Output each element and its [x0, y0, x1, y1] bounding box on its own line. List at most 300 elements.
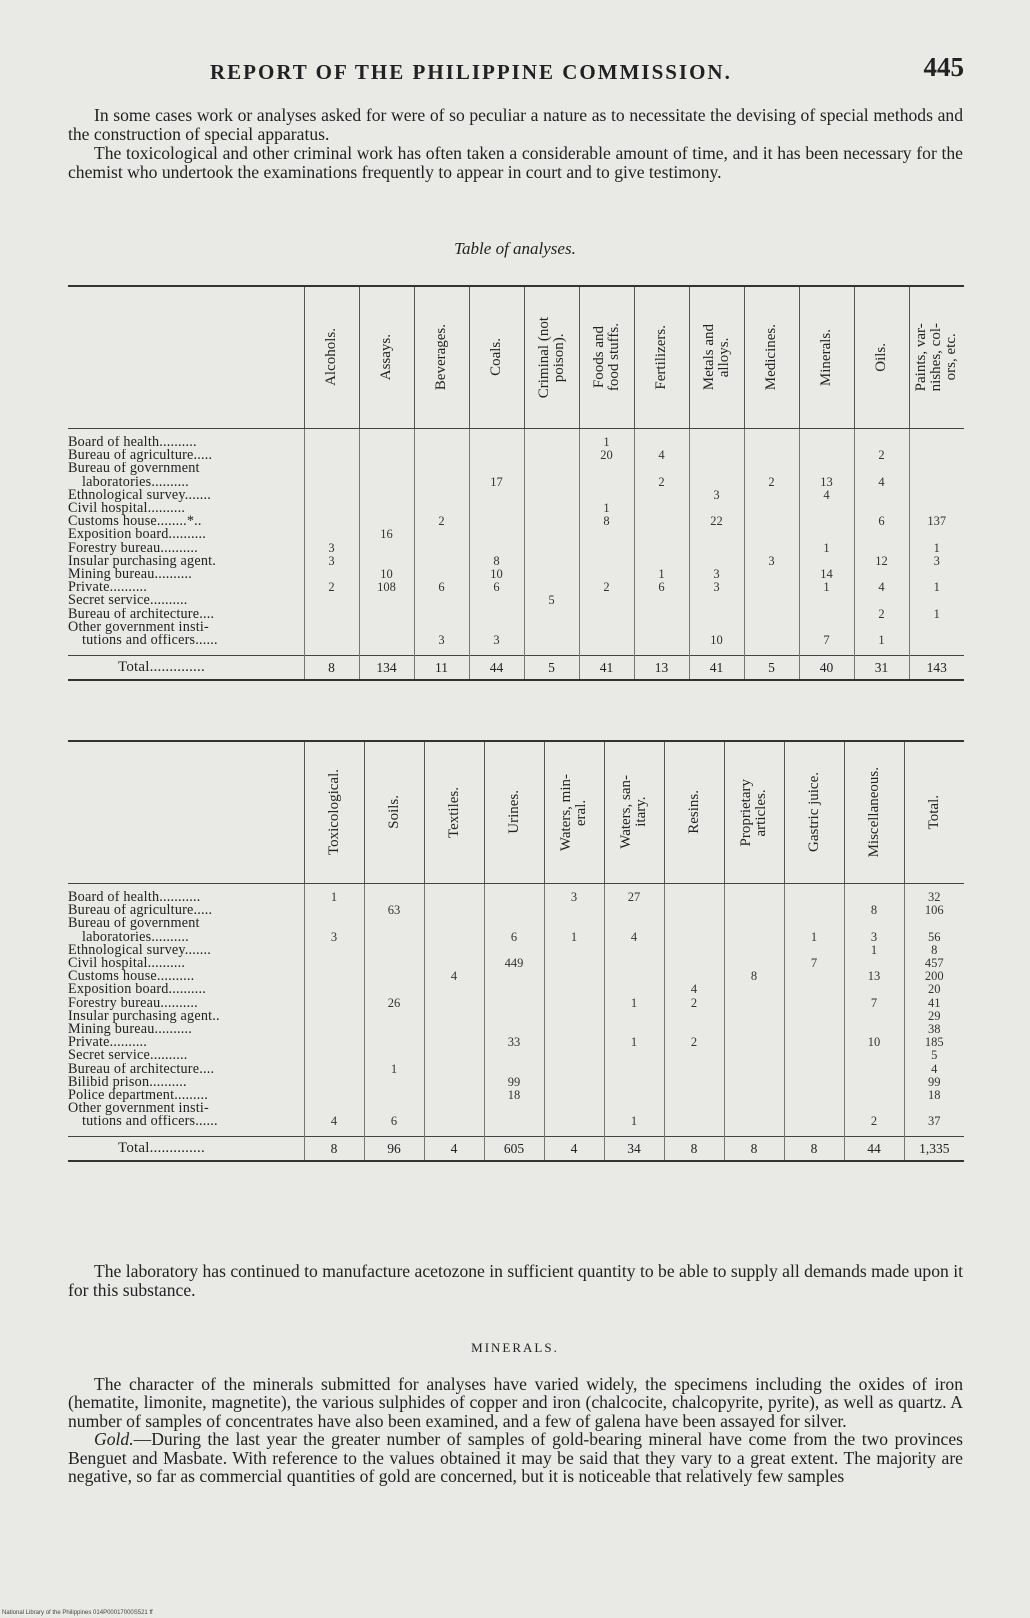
table-cell [689, 436, 744, 449]
table-cell [634, 515, 689, 528]
total-label: Total.............. [68, 1137, 304, 1162]
table-cell [364, 891, 424, 904]
row-label: Secret service.......... [68, 594, 188, 608]
table-cell [664, 1010, 724, 1023]
total-cell: 5 [744, 655, 799, 680]
column-header [844, 741, 904, 883]
table-cell [744, 621, 799, 634]
table-cell [304, 621, 359, 634]
table-cell [304, 1102, 364, 1115]
table-cell [664, 944, 724, 957]
table-cell [484, 1115, 544, 1128]
table-cell [469, 528, 524, 541]
table-cell [634, 594, 689, 607]
table-cell [909, 594, 964, 607]
table-cell [689, 555, 744, 568]
table-cell [604, 970, 664, 983]
table-cell [364, 970, 424, 983]
table-cell: 4 [304, 1115, 364, 1128]
table-cell [414, 542, 469, 555]
running-title: REPORT OF THE PHILIPPINE COMMISSION. [210, 60, 732, 84]
table-cell [304, 1049, 364, 1062]
table-cell [784, 1076, 844, 1089]
column-header-label: Total. [925, 795, 942, 830]
column-header-label: Gastric juice. [805, 772, 822, 853]
table-cell [469, 436, 524, 449]
table-cell: 3 [909, 555, 964, 568]
column-header-label: Minerals. [818, 328, 834, 386]
column-header [854, 286, 909, 428]
table-cell [424, 1063, 484, 1076]
table-cell [579, 476, 634, 489]
table-cell [304, 528, 359, 541]
table-cell [664, 1115, 724, 1128]
column-header-label: Waters, min- eral. [558, 773, 589, 851]
row-label: Bureau of architecture.... [68, 607, 215, 621]
row-label: Mining bureau.......... [68, 568, 192, 582]
table-cell: 1 [604, 1036, 664, 1049]
table-cell [424, 891, 484, 904]
table-cell: 3 [689, 581, 744, 594]
table-cell [784, 970, 844, 983]
table-cell [604, 1076, 664, 1089]
table-cell [744, 594, 799, 607]
table-cell [604, 1089, 664, 1102]
table-row [68, 957, 964, 970]
table-cell [484, 917, 544, 930]
table-cell [744, 449, 799, 462]
table-cell [579, 594, 634, 607]
table-cell: 3 [744, 555, 799, 568]
table-cell [724, 891, 784, 904]
table-cell [364, 1010, 424, 1023]
table-cell [664, 917, 724, 930]
table-cell: 32 [904, 891, 964, 904]
total-cell: 11 [414, 655, 469, 680]
table-cell [909, 621, 964, 634]
column-header-label: Miscellaneous. [865, 767, 882, 858]
column-header [724, 741, 784, 883]
table-cell [414, 502, 469, 515]
table-cell [579, 634, 634, 647]
table-cell [784, 1089, 844, 1102]
table-cell [689, 449, 744, 462]
table-cell: 6 [854, 515, 909, 528]
table-cell [469, 449, 524, 462]
table-row [68, 944, 964, 957]
table-cell: 3 [544, 891, 604, 904]
table-cell [844, 957, 904, 970]
table-cell [844, 983, 904, 996]
table-cell [304, 515, 359, 528]
table-row [68, 931, 964, 944]
table-cell: 2 [664, 997, 724, 1010]
table-cell [524, 462, 579, 475]
table-row [68, 1076, 964, 1089]
table-cell [844, 917, 904, 930]
table-cell [909, 462, 964, 475]
table-cell [799, 449, 854, 462]
table-cell [844, 1010, 904, 1023]
column-header-label: Textiles. [445, 786, 462, 838]
table-cell [854, 594, 909, 607]
total-cell: 40 [799, 655, 854, 680]
table-cell [469, 515, 524, 528]
table-cell [359, 608, 414, 621]
table-cell [469, 489, 524, 502]
table-cell [544, 1076, 604, 1089]
table-cell [634, 634, 689, 647]
column-header-label: Assays. [378, 334, 394, 381]
total-cell: 41 [689, 655, 744, 680]
table-cell: 3 [844, 931, 904, 944]
table-cell [854, 542, 909, 555]
table-cell [484, 997, 544, 1010]
row-label: Bureau of government [68, 462, 200, 476]
total-cell: 8 [724, 1137, 784, 1162]
table-cell: 8 [844, 904, 904, 917]
table-cell [364, 944, 424, 957]
table-cell [469, 608, 524, 621]
table-cell: 10 [844, 1036, 904, 1049]
table-cell [744, 581, 799, 594]
table-row [68, 449, 964, 462]
table-cell [799, 462, 854, 475]
table-row [68, 904, 964, 917]
table-cell [544, 983, 604, 996]
row-label: Insular purchasing agent. [68, 554, 217, 569]
table-cell [854, 502, 909, 515]
table-cell [544, 957, 604, 970]
table-cell [664, 904, 724, 917]
table-cell [359, 436, 414, 449]
column-header-label: Foods and food stuffs. [590, 323, 622, 392]
table-cell [414, 489, 469, 502]
table-cell [844, 1076, 904, 1089]
table-cell [359, 489, 414, 502]
table-cell [724, 1063, 784, 1076]
stub-header [68, 741, 304, 883]
row-label: Bureau of agriculture..... [68, 449, 213, 463]
table-cell [689, 502, 744, 515]
table-cell [484, 1010, 544, 1023]
section-heading: MINERALS. [471, 1340, 559, 1355]
table-cell [784, 997, 844, 1010]
table-cell: 1 [579, 436, 634, 449]
table-cell [579, 462, 634, 475]
table-cell [799, 436, 854, 449]
column-header-label: Metals and alloys. [700, 324, 732, 391]
table-cell: 6 [364, 1115, 424, 1128]
acetozone-paragraph [68, 1262, 963, 1300]
table-cell [524, 542, 579, 555]
table-cell [909, 449, 964, 462]
table-cell [364, 1023, 424, 1036]
row-label: Civil hospital.......... [68, 502, 186, 516]
table-cell [784, 1049, 844, 1062]
table-cell: 38 [904, 1023, 964, 1036]
table-cell [544, 997, 604, 1010]
table-cell [359, 634, 414, 647]
table-row [68, 1036, 964, 1049]
table-cell [414, 568, 469, 581]
table-cell: 4 [634, 449, 689, 462]
table-cell: 1 [634, 568, 689, 581]
table-cell [424, 904, 484, 917]
intro-text [68, 106, 963, 182]
table-cell [524, 634, 579, 647]
table-cell [414, 462, 469, 475]
minerals-text [68, 1375, 963, 1485]
table-cell [304, 1010, 364, 1023]
table-cell [304, 502, 359, 515]
table-cell [844, 1102, 904, 1115]
table-cell [424, 1089, 484, 1102]
table-cell [854, 436, 909, 449]
total-cell: 31 [854, 655, 909, 680]
column-header [469, 286, 524, 428]
table-cell [784, 891, 844, 904]
table-cell [414, 621, 469, 634]
table-cell: 3 [414, 634, 469, 647]
table-cell: 2 [634, 476, 689, 489]
spacer-row [68, 883, 964, 891]
table-cell [604, 917, 664, 930]
spacer-row [68, 428, 964, 436]
table-cell [544, 1102, 604, 1115]
column-header-label: Alcohols. [323, 328, 339, 387]
table-cell [724, 1102, 784, 1115]
table-row [68, 1102, 964, 1115]
total-row [68, 655, 964, 680]
table-cell: 1 [604, 1115, 664, 1128]
table-cell [724, 1076, 784, 1089]
table-cell: 16 [359, 528, 414, 541]
table-cell: 2 [744, 476, 799, 489]
table-cell: 2 [844, 1115, 904, 1128]
row-label: Exposition board.......... [68, 983, 206, 997]
column-header [664, 741, 724, 883]
table-cell [744, 462, 799, 475]
gold-text: —During the last year the greater number of samples of gold-bearing mineral have come from the two provinces Benguet and Masbate. With reference to the values obtained it may be said that they vary to a great extent. The majority are negative, so far as commercial quantities of gold are concerned, but it is noticeable that relatively few samples [68, 1429, 963, 1487]
table-cell [664, 1049, 724, 1062]
table-cell: 1 [909, 581, 964, 594]
paragraph-gold [68, 1430, 963, 1485]
total-cell: 13 [634, 655, 689, 680]
table-cell [784, 1010, 844, 1023]
table-cell [744, 515, 799, 528]
table-cell: 99 [484, 1076, 544, 1089]
table-cell [304, 568, 359, 581]
table-cell [724, 917, 784, 930]
total-cell: 41 [579, 655, 634, 680]
table-cell: 10 [359, 568, 414, 581]
column-header [304, 286, 359, 428]
table-row [68, 476, 964, 489]
table-cell [634, 436, 689, 449]
table-cell [544, 1049, 604, 1062]
table-cell: 8 [724, 970, 784, 983]
table-cell [724, 1049, 784, 1062]
table-cell: 29 [904, 1010, 964, 1023]
table-cell [844, 1049, 904, 1062]
table-cell: 1 [544, 931, 604, 944]
table-row [68, 555, 964, 568]
table-cell: 56 [904, 931, 964, 944]
table-cell [304, 1023, 364, 1036]
column-header [414, 286, 469, 428]
table-cell [414, 528, 469, 541]
row-label: Customs house........*.. [68, 515, 202, 529]
table-cell [364, 1036, 424, 1049]
analyses-table-part-1 [68, 285, 964, 681]
table-cell: 1 [579, 502, 634, 515]
table-cell [689, 476, 744, 489]
table-cell [744, 502, 799, 515]
row-label: Ethnological survey....... [68, 943, 211, 958]
table-cell [909, 476, 964, 489]
table-cell [689, 462, 744, 475]
table-cell [544, 1115, 604, 1128]
row-label: Other government insti- [68, 1102, 209, 1116]
column-header-label: Soils. [385, 795, 402, 830]
table-cell [689, 621, 744, 634]
table-cell [304, 462, 359, 475]
table-cell [484, 1063, 544, 1076]
table-cell [664, 1089, 724, 1102]
gold-lead: Gold. [94, 1429, 134, 1450]
table-cell [364, 957, 424, 970]
table-cell [854, 621, 909, 634]
table-cell [414, 555, 469, 568]
table-cell [724, 1036, 784, 1049]
total-cell: 44 [469, 655, 524, 680]
table-row [68, 970, 964, 983]
table-cell [579, 555, 634, 568]
table-row [68, 1089, 964, 1102]
table-cell [424, 944, 484, 957]
spacer-row [68, 1129, 964, 1137]
table-row [68, 568, 964, 581]
table-cell [634, 608, 689, 621]
table-cell: 41 [904, 997, 964, 1010]
table-cell [544, 917, 604, 930]
table-cell: 4 [854, 476, 909, 489]
table-caption: Table of analyses. [454, 239, 576, 258]
total-cell: 134 [359, 655, 414, 680]
column-header-label: Toxicological. [325, 769, 342, 856]
table-cell: 7 [784, 957, 844, 970]
table-cell [634, 555, 689, 568]
table-cell: 2 [854, 608, 909, 621]
total-cell: 1,335 [904, 1137, 964, 1162]
table-cell [524, 568, 579, 581]
column-header [909, 286, 964, 428]
table-cell [579, 542, 634, 555]
table-cell [424, 1010, 484, 1023]
table-cell: 12 [854, 555, 909, 568]
table-cell [854, 528, 909, 541]
table-cell: 8 [469, 555, 524, 568]
table-cell [544, 944, 604, 957]
table-cell [424, 983, 484, 996]
column-header [689, 286, 744, 428]
table-cell [364, 931, 424, 944]
table-cell: 99 [904, 1076, 964, 1089]
table-cell [424, 1023, 484, 1036]
table-cell [304, 634, 359, 647]
table-cell [909, 436, 964, 449]
table-cell: 33 [484, 1036, 544, 1049]
table-cell [689, 594, 744, 607]
table-cell [799, 528, 854, 541]
table-cell [524, 621, 579, 634]
table-cell [784, 1102, 844, 1115]
table-cell [414, 594, 469, 607]
table-row [68, 1010, 964, 1023]
table-row [68, 528, 964, 541]
table-cell [579, 489, 634, 502]
table-cell [364, 1049, 424, 1062]
table-row [68, 1063, 964, 1076]
table-cell [304, 594, 359, 607]
table-cell [724, 997, 784, 1010]
table-cell [524, 555, 579, 568]
table-cell: 5 [524, 594, 579, 607]
table-cell [744, 568, 799, 581]
table-cell [414, 436, 469, 449]
table-cell [484, 1049, 544, 1062]
table-cell: 3 [304, 555, 359, 568]
column-header [634, 286, 689, 428]
table-cell: 13 [844, 970, 904, 983]
table-cell [304, 917, 364, 930]
table-cell [424, 957, 484, 970]
table-cell: 200 [904, 970, 964, 983]
table-cell [844, 891, 904, 904]
table-cell [664, 1076, 724, 1089]
table-cell [904, 917, 964, 930]
table-cell [469, 621, 524, 634]
table-cell [304, 489, 359, 502]
table-cell [784, 1023, 844, 1036]
row-label: laboratories.......... [82, 475, 189, 489]
table-row [68, 581, 964, 594]
row-label: tutions and officers...... [82, 634, 218, 648]
table-cell [469, 502, 524, 515]
table-cell [784, 917, 844, 930]
table-row [68, 997, 964, 1010]
table-cell [664, 1023, 724, 1036]
table-cell: 5 [904, 1049, 964, 1062]
table-row [68, 502, 964, 515]
table-cell [784, 1115, 844, 1128]
table-cell [484, 1023, 544, 1036]
table-cell [414, 608, 469, 621]
table-cell [304, 1036, 364, 1049]
table-cell [579, 621, 634, 634]
table-cell [524, 436, 579, 449]
table-cell: 18 [484, 1089, 544, 1102]
table-cell [689, 608, 744, 621]
table-row [68, 891, 964, 904]
table-cell [304, 997, 364, 1010]
table-cell [604, 1010, 664, 1023]
table-cell [359, 502, 414, 515]
column-header [604, 741, 664, 883]
column-header-label: Urines. [505, 790, 522, 835]
table-row [68, 436, 964, 449]
